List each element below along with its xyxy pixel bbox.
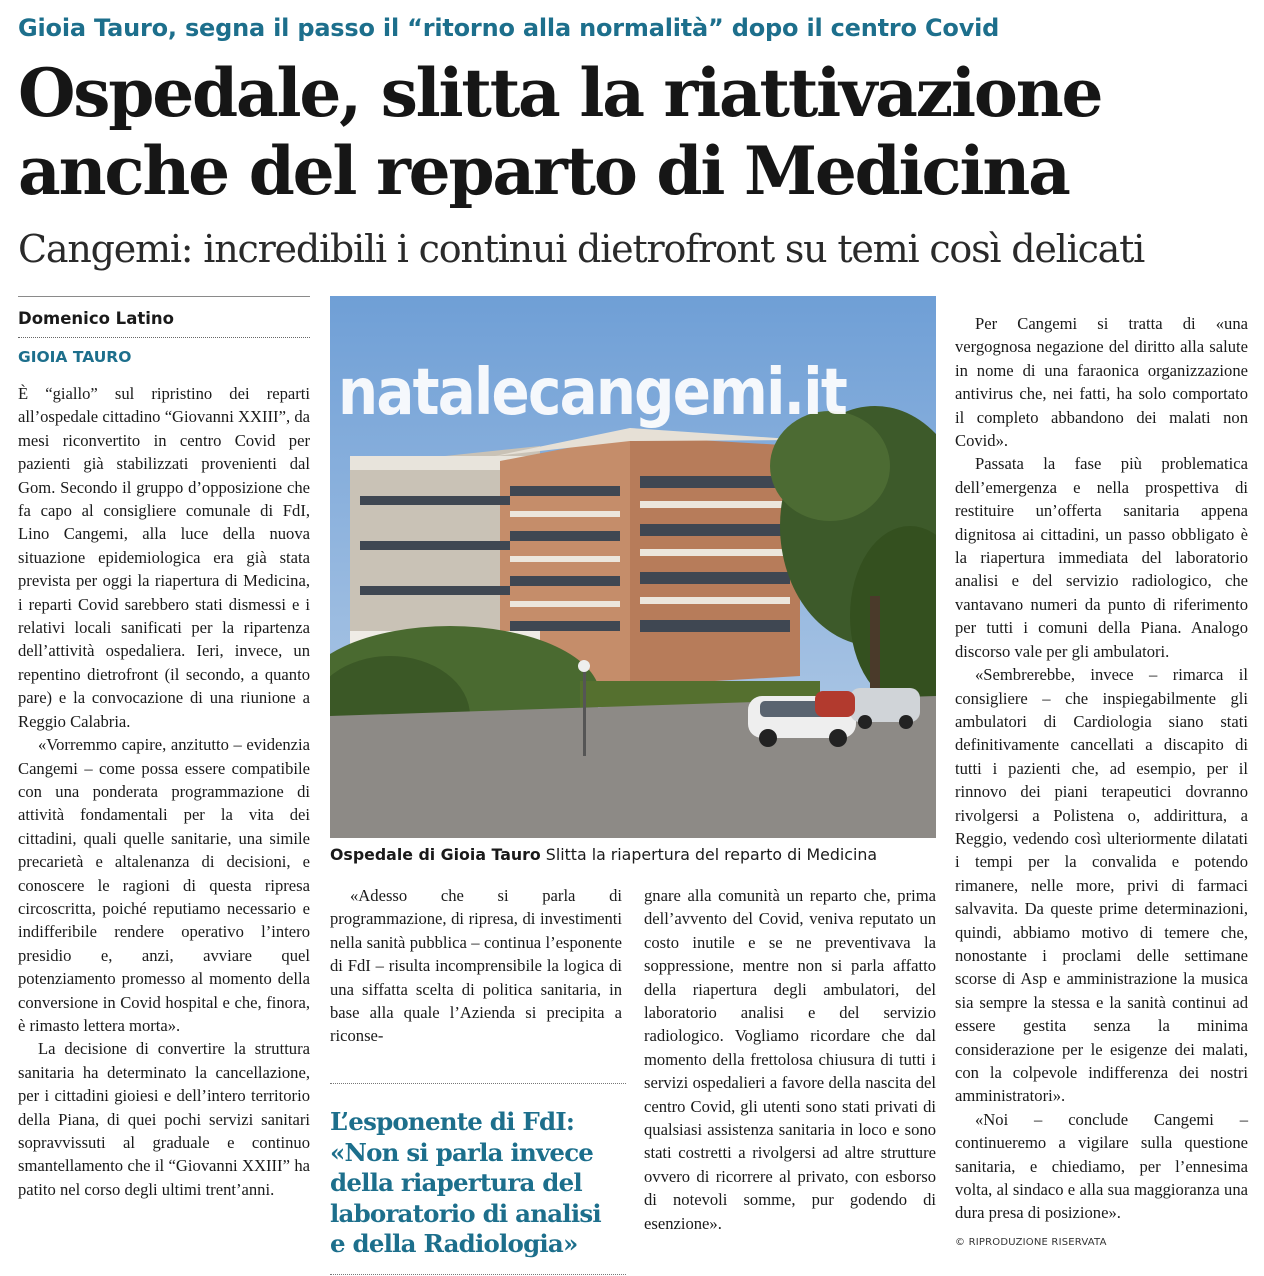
author-name: Domenico Latino bbox=[18, 309, 174, 328]
kicker: Gioia Tauro, segna il passo il “ritorno alla normalità” dopo il centro Covid bbox=[18, 14, 1000, 42]
copyright-notice: © RIPRODUZIONE RISERVATA bbox=[955, 1237, 1107, 1248]
caption-title: Ospedale di Gioia Tauro bbox=[330, 845, 541, 864]
byline-block bbox=[18, 296, 310, 366]
paragraph: La decisione di convertire la struttura sanitaria ha determinato la cancellazione, per i cittadini gioiesi e dell’intero territorio della Piana, di quei pochi servizi sanitari sopravvissuti al graduale e continuo smantellamento che il “Giovanni XXIII” ha patito nel corso degli ultimi trent’anni. bbox=[18, 1039, 310, 1199]
dateline: GIOIA TAURO bbox=[18, 348, 132, 366]
headline-line-2: anche del reparto di Medicina bbox=[18, 132, 1069, 210]
paragraph: «Noi – conclude Cangemi – continueremo a vigilare sulla questione sanitaria, e chiediamo, per l’ennesima volta, al sindaco e alla sua maggioranza una dura presa di posizione». bbox=[955, 1109, 1248, 1223]
pull-quote-line: «Non si parla invece bbox=[330, 1137, 594, 1167]
article-column-2 bbox=[330, 884, 622, 1048]
paragraph: «Adesso che si parla di programmazione, di ripresa, di investimenti nella sanità pubblica – continua l’esponente di FdI – risulta incomprensibile la logica di una siffatta scelta di politica sanitaria, in base alla quale l’Azienda si precipita a riconse- bbox=[330, 886, 622, 1046]
paragraph: «Vorremmo capire, anzitutto – evidenzia Cangemi – come possa essere compatibile con una ponderata programmazione di attività fondamentali per la vita dei cittadini, quali quelle sanitarie, una simile precarietà e altalenanza di decisioni, e conoscere le ragioni di questa ripresa circoscritta, poiché reputiamo necessario e indifferibile rendere operativo l’intero presidio e, anzi, avviare quel potenziamento promesso al momento della conversione in Covid hospital e che, finora, è rimasto lettera morta». bbox=[18, 735, 310, 1035]
byline-divider bbox=[18, 296, 310, 297]
pull-quote-line: L’esponente di FdI: bbox=[330, 1107, 575, 1136]
pull-quote-line: della riapertura del bbox=[330, 1168, 582, 1197]
article-column-3 bbox=[644, 884, 936, 1235]
headline-line-1: Ospedale, slitta la riattivazione bbox=[18, 54, 1102, 132]
watermark: natalecangemi.it bbox=[338, 356, 846, 430]
pull-quote-rule-top bbox=[330, 1083, 626, 1085]
paragraph: Per Cangemi si tratta di «una vergognosa negazione del diritto alla salute in nome di una faraonica organizzazione antivirus che, nei fatti, ha solo comportato il completo abbandono dei malati non Covid». bbox=[955, 314, 1248, 451]
author-divider bbox=[18, 337, 310, 339]
paragraph: È “giallo” sul ripristino dei reparti all’ospedale cittadino “Giovanni XXIII”, da mesi riconvertito in centro Covid per pazienti già stabilizzati provenienti dal Gom. Secondo il gruppo d’opposizione che fa capo al consigliere comunale di FdI, Lino Cangemi, alla luce della nuova situazione epidemiologica era già stata prevista per oggi la riapertura di Medicina, i reparti Covid sarebbero stati dismessi e i relativi locali sanificati per la ripartenza dell’attività ospedaliera. Ieri, invece, un repentino dietrofront (il secondo, a quanto pare) e la convocazione di una riunione a Reggio Calabria. bbox=[18, 384, 310, 731]
caption-text: Slitta la riapertura del reparto di Medicina bbox=[540, 845, 878, 864]
photo-caption bbox=[330, 845, 950, 864]
pull-quote-rule-bottom bbox=[330, 1274, 626, 1276]
article-column-4 bbox=[955, 312, 1248, 1225]
pull-quote bbox=[330, 1083, 626, 1276]
headline bbox=[18, 54, 1248, 210]
paragraph: «Sembrerebbe, invece – rimarca il consigliere – che inspiegabilmente gli ambulatori di Cardiologia siano stati definitivamente cancellati a discapito di tutti i pazienti che, ad esempio, per il rinnovo dei piani terapeutici dovranno rivolgersi a Polistena o, addirittura, a Reggio, vedendo così ulteriormente dilatati i tempi per la convalida e potendo rimanere, nelle more, privi di farmaci salvavita. Da queste prime determinazioni, quindi, abbiamo motivo di temere che, nonostante i proclami delle settimane scorse di Asp e amministrazione la musica sia sempre la stessa e la sanità continui ad essere gestita senza la minima considerazione per le esigenze dei malati, con la colpevole indifferenza dei nostri amministratori». bbox=[955, 665, 1248, 1106]
article-column-1 bbox=[18, 382, 310, 1201]
pull-quote-text bbox=[330, 1107, 626, 1260]
pull-quote-line: e della Radiologia» bbox=[330, 1229, 578, 1258]
hospital-photo bbox=[330, 296, 936, 838]
subheadline: Cangemi: incredibili i continui dietrofront su temi così delicati bbox=[18, 227, 1145, 271]
paragraph: Passata la fase più problematica dell’emergenza e nella prospettiva di restituire un’offerta sanitaria appena dignitosa ai cittadini, un passo obbligato è la riapertura immediata del laboratorio analisi e del servizio radiologico, che vantavano numeri da punto di riferimento per tutti i comuni della Piana. Analogo discorso vale per gli ambulatori. bbox=[955, 454, 1248, 661]
paragraph: gnare alla comunità un reparto che, prima dell’avvento del Covid, veniva reputato un costo inutile e se ne preventivava la soppressione, mentre non si parla affatto della riapertura degli ambulatori, del laboratorio analisi e del servizio radiologico. Vogliamo ricordare che dal momento della frettolosa chiusura di tutti i servizi ospedalieri a favore della nascita del centro Covid, gli utenti sono stati privati di qualsiasi assistenza sanitaria in loco e sono stati costretti a rivolgersi ad altre strutture ovvero di ricorrere al privato, con esborso di notevoli somme, pur godendo di esenzione». bbox=[644, 886, 936, 1233]
pull-quote-line: laboratorio di analisi bbox=[330, 1198, 601, 1228]
